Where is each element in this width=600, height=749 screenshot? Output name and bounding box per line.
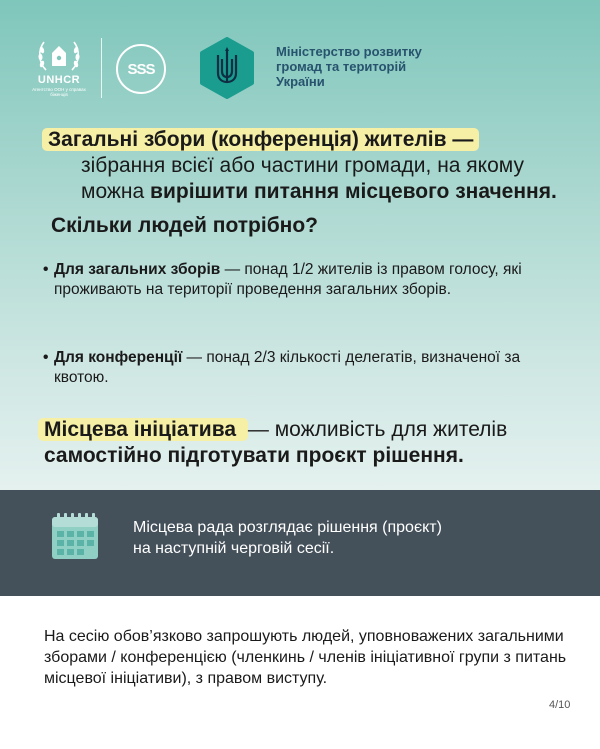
definition-line-3 xyxy=(48,179,578,205)
term-local-initiative: Місцева ініціатива xyxy=(38,418,248,441)
bullet-bold: Для конференції xyxy=(54,349,183,366)
question-heading: Скільки людей потрібно? xyxy=(51,214,319,237)
page-number: 4/10 xyxy=(549,699,571,711)
definition-line-3-bold: вирішити питання місцевого значення. xyxy=(150,180,557,203)
unhcr-name: UNHCR xyxy=(37,74,81,86)
bullet-marker: • xyxy=(43,261,49,278)
sss-logo-icon xyxy=(116,44,166,94)
definition-line-3-plain: можна xyxy=(81,180,151,203)
definition2-dash-text: — можливість для жителів xyxy=(247,418,508,441)
bullet-text: — понад 2/3 кількості делегатів, визначеної за квотою. xyxy=(54,349,521,386)
band-text-line-2: на наступній черговій сесії. xyxy=(133,540,335,557)
ministry-name xyxy=(276,44,476,89)
definition-line-2: зібрання всієї або частини громади, на якому xyxy=(81,154,524,177)
sss-logo-text: SSS xyxy=(127,60,155,78)
list-item xyxy=(43,348,543,388)
bullet-marker: • xyxy=(43,349,49,366)
definition-local-initiative xyxy=(44,417,584,469)
ministry-line-3: України xyxy=(276,74,325,89)
bullet-bold: Для загальних зборів xyxy=(54,261,221,278)
unhcr-subtitle: Агентство ООН у справах біженців xyxy=(32,87,86,97)
band-text-line-1: Місцева рада розглядає рішення (проєкт) xyxy=(133,519,442,536)
band-text xyxy=(133,517,553,559)
term-general-meeting: Загальні збори (конференція) жителів — xyxy=(42,128,479,151)
bullet-text: — понад 1/2 жителів із правом голосу, які проживають на території проведення загальних зборів. xyxy=(54,261,522,298)
ministry-line-1: Міністерство розвитку xyxy=(276,44,422,59)
definition-general-meeting xyxy=(48,127,578,205)
ministry-logo-icon xyxy=(196,37,258,99)
calendar-icon xyxy=(49,511,101,563)
ministry-line-2: громад та територій xyxy=(276,59,407,74)
list-item xyxy=(43,260,543,300)
header-divider xyxy=(101,38,102,98)
definition2-line-2: самостійно підготувати проєкт рішення. xyxy=(44,444,464,467)
invitation-text: На сесію обов’язково запрошують людей, уповноважених загальними зборами / конференцією (членкинь / членів ініціативної групи з питань місцевої ініціативи), з правом виступу. xyxy=(44,628,567,687)
